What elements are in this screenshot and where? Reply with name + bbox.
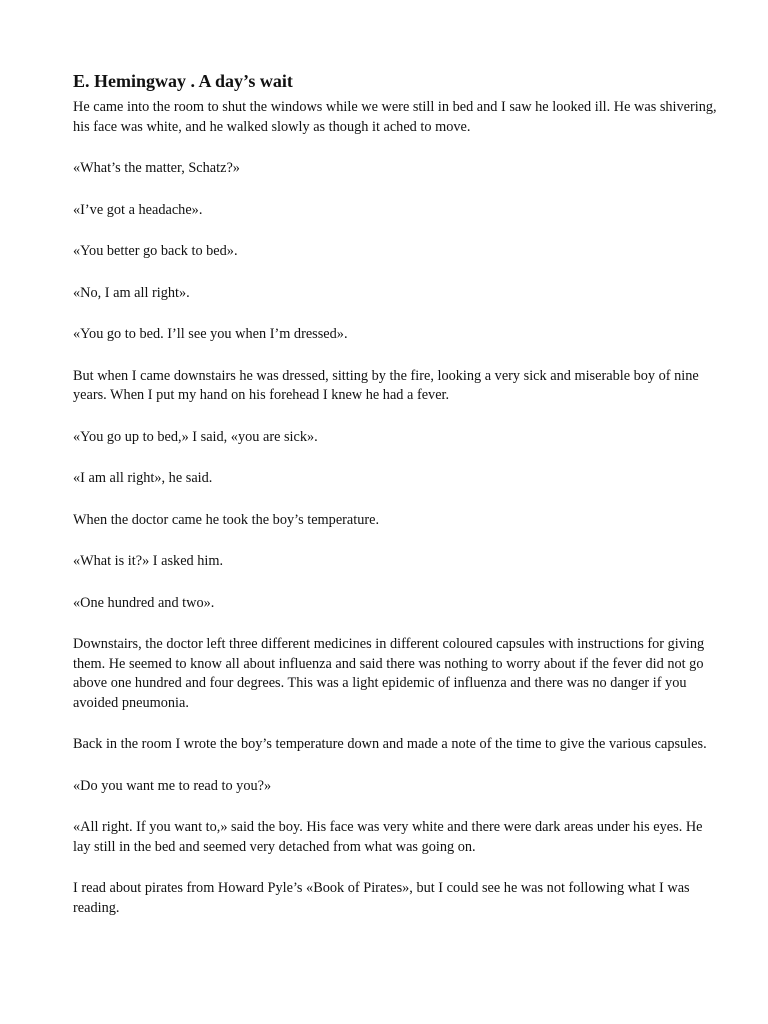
paragraph-16: «All right. If you want to,» said the boy. His face was very white and there were dark areas under his eyes. He lay still in the bed and seemed very detached from what was going on. — [73, 819, 703, 855]
paragraph-10: When the doctor came he took the boy’s temperature. — [73, 511, 380, 528]
paragraph-15: «Do you want me to read to you?» — [73, 777, 272, 794]
paragraph-9: «I am all right», he said. — [73, 470, 213, 486]
paragraph-8: «You go up to bed,» I said, «you are sick». — [73, 428, 318, 445]
paragraph-12: «One hundred and two». — [73, 594, 215, 611]
paragraph-13: Downstairs, the doctor left three different medicines in different coloured capsules with instructions for giving them. He seemed to know all about influenza and said there was nothing to worry about if the fever did not go above one hundred and four degrees. This was a light epidemic of influenza and there was no danger if you avoided pneumonia. — [73, 636, 705, 711]
paragraph-2: «What’s the matter, Schatz?» — [73, 160, 240, 176]
document-page — [73, 70, 723, 918]
paragraph-1: He came into the room to shut the windows while we were still in bed and I saw he looked ill. He was shivering, his face was white, and he walked slowly as though it ached to move. — [73, 99, 717, 135]
paragraph-14: Back in the room I wrote the boy’s temperature down and made a note of the time to give the various capsules. — [73, 736, 707, 752]
document-title: E. Hemingway . A day’s wait — [73, 71, 293, 91]
paragraph-11: «What is it?» I asked him. — [73, 553, 224, 569]
paragraph-4: «You better go back to bed». — [73, 243, 238, 259]
paragraph-7: But when I came downstairs he was dressed, sitting by the fire, looking a very sick and miserable boy of nine years. When I put my hand on his forehead I knew he had a fever. — [73, 367, 699, 403]
paragraph-5: «No, I am all right». — [73, 284, 190, 301]
paragraph-3: «I’ve got a headache». — [73, 201, 203, 218]
paragraph-6: «You go to bed. I’ll see you when I’m dressed». — [73, 326, 348, 342]
paragraph-17: I read about pirates from Howard Pyle’s «Book of Pirates», but I could see he was not following what I was reading. — [73, 880, 690, 916]
